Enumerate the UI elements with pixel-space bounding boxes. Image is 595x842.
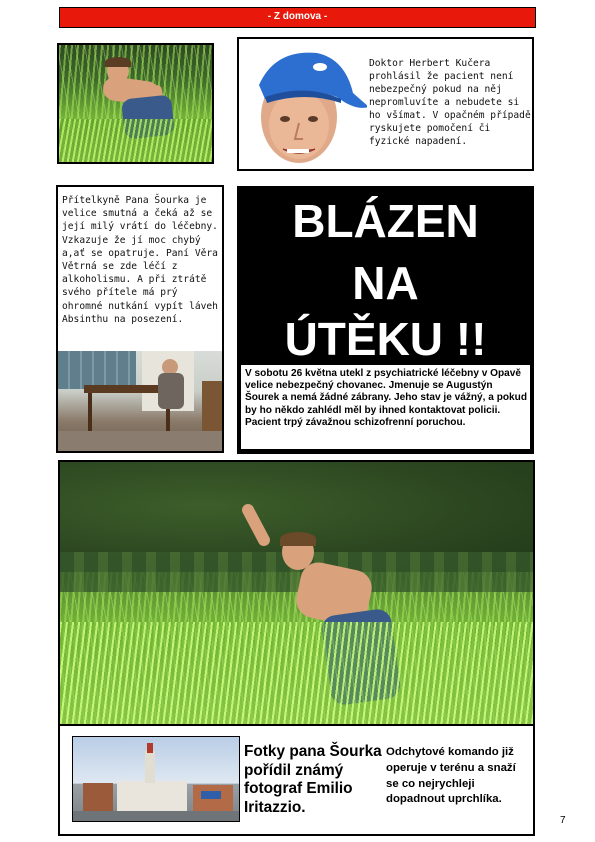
page-number: 7 [560,815,566,826]
capture-squad-note: Odchytové komando již operuje v terénu a snaží se co nejrychleji dopadnout uprchlíka. [386,746,516,806]
headline-line-1: BLÁZEN [292,195,479,247]
girlfriend-story-box [56,185,224,453]
photographer-caption: Fotky pana Šourka pořídil známý fotograf Emilio Iritazzio. [244,743,382,816]
doctor-statement-box [237,37,534,171]
doctor-quote-text: Doktor Herbert Kučera prohlásil že pacient není nebezpečný pokud na něj nepromluvíte a nebudete si ho všímat. V opačném případě ryskujete pomočení či fyzické napadení. [369,58,531,147]
section-header-label: - Z domova - [267,11,328,22]
news-report-box [241,365,530,449]
photo-man-in-grass-small [57,43,214,164]
bottom-info-box [58,726,535,836]
photo-castle-building [72,736,240,822]
headline-line-3: ÚTĚKU !! [284,313,487,365]
news-report-text: V sobotu 26 května utekl z psychiatrické léčebny v Opavě velice nebezpečný chovanec. Jmenuje se Augustýn Šourek a nemá žádné zábrany. Jeho stav je vážný, a pokud by ho někdo zahlédl měl by ihned kontaktovat policii. Pacient trpý závažnou schizofrenní poruchou. [245,368,527,428]
photo-man-in-grass-large [58,460,535,726]
photo-cafeteria-woman [58,351,222,451]
girlfriend-story-text: Přítelkyně Pana Šourka je velice smutná a čeká až se její milý vrátí do léčebny. Vzkazuje že jí moc chybý a,ať se opatruje. Paní Věra Větrná se zde léčí z alkoholismu. A při ztrátě svého přítele má prý ohromné nutkání vypít láveh Absinthu na posezení. [62,195,218,325]
doctor-portrait [245,45,367,167]
headline-line-2: NA [352,257,419,309]
section-header [59,7,536,28]
